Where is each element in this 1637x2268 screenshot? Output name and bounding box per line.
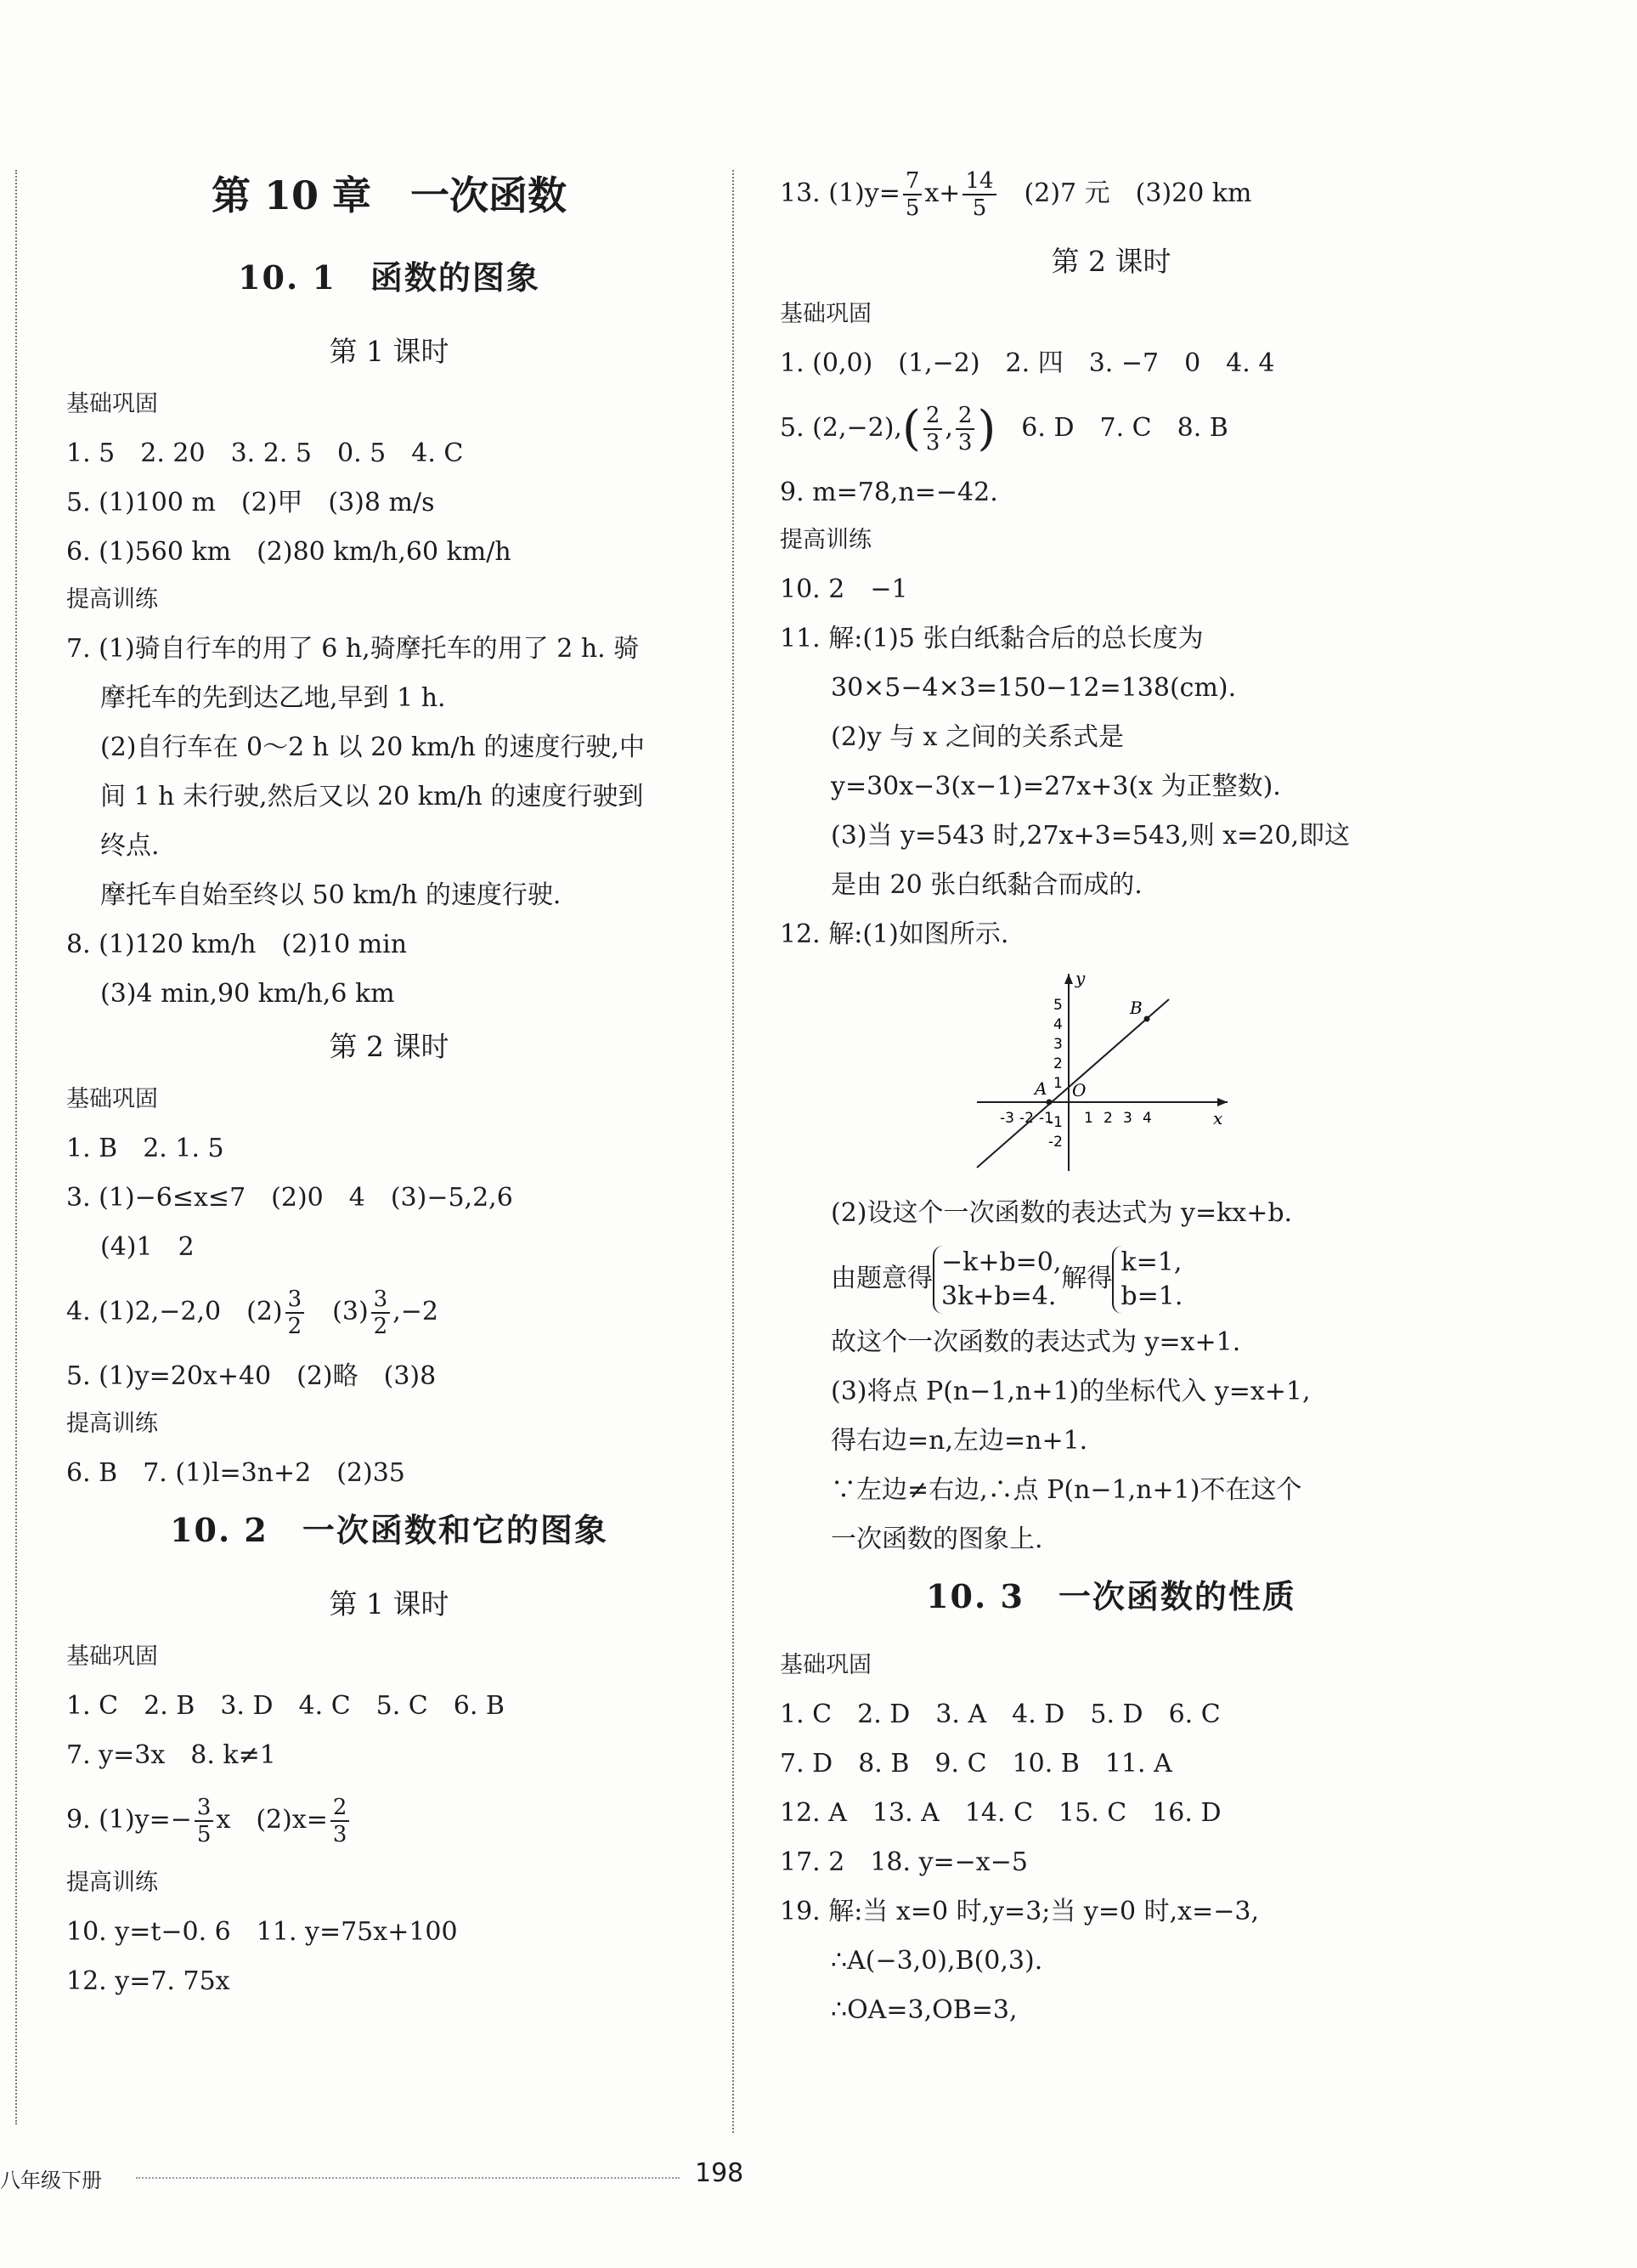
- x-tick-label: -3: [1000, 1110, 1014, 1127]
- subsection-label: 基础巩固: [66, 1086, 158, 1112]
- answer-line: 10. y=t−0. 6 11. y=75x+100: [66, 1917, 458, 1947]
- answer-line: [66, 1280, 712, 1344]
- x-tick-label: 2: [1104, 1110, 1113, 1127]
- equation: k=1,: [1120, 1247, 1183, 1277]
- denominator: 5: [196, 1822, 212, 1847]
- numerator: 3: [195, 1795, 214, 1822]
- answer-line: (4)1 2: [100, 1232, 195, 1262]
- lesson-title: 第 1 课时: [329, 335, 449, 368]
- answer-line: ∴A(−3,0),B(0,3).: [831, 1946, 1043, 1976]
- answer-line: (3)4 min,90 km/h,6 km: [100, 979, 395, 1009]
- answer-line: [780, 396, 1442, 461]
- answer-line: 1. C 2. B 3. D 4. C 5. C 6. B: [66, 1691, 505, 1721]
- subsection-label: 基础巩固: [780, 301, 872, 327]
- grade-label: 八年级下册: [0, 2169, 102, 2192]
- answer-line: 1. C 2. D 3. A 4. D 5. D 6. C: [780, 1700, 1221, 1729]
- left-column: [66, 170, 712, 2014]
- right-paren: ): [977, 401, 996, 456]
- text: x+: [924, 178, 961, 208]
- numerator: 3: [285, 1287, 305, 1314]
- denominator: 5: [972, 195, 987, 221]
- column-divider: [732, 170, 736, 2133]
- answer-line: 7. y=3x 8. k≠1: [66, 1740, 276, 1770]
- answer-line: 得右边=n,左边=n+1.: [831, 1426, 1088, 1456]
- subsection-label: 提高训练: [66, 1869, 158, 1896]
- y-tick-labels: [1048, 997, 1063, 1151]
- x-axis-label: x: [1213, 1108, 1223, 1128]
- x-tick-label: 4: [1143, 1110, 1152, 1127]
- denominator: 3: [957, 430, 973, 455]
- text: (2)7 元 (3)20 km: [998, 178, 1252, 208]
- answer-line: 1. (0,0) (1,−2) 2. 四 3. −7 0 4. 4: [780, 348, 1275, 378]
- y-tick-label: 2: [1053, 1055, 1063, 1072]
- answer-line: 8. (1)120 km/h (2)10 min: [66, 930, 408, 959]
- answer-line: 3. (1)−6≤x≤7 (2)0 4 (3)−5,2,6: [66, 1183, 513, 1213]
- answer-line: 摩托车自始至终以 50 km/h 的速度行驶.: [100, 880, 562, 910]
- x-axis-arrow: [1217, 1098, 1228, 1106]
- answer-line: ∴OA=3,OB=3,: [831, 1995, 1018, 2025]
- y-tick-label: 1: [1053, 1075, 1063, 1092]
- answer-line: 12. y=7. 75x: [66, 1966, 230, 1996]
- numerator: 14: [962, 168, 996, 195]
- denominator: 5: [905, 195, 920, 221]
- answer-line: 1. B 2. 1. 5: [66, 1134, 224, 1163]
- lesson-title: 第 2 课时: [1051, 245, 1171, 278]
- fraction: [962, 168, 996, 221]
- comma: ,: [945, 413, 953, 443]
- section-title-10-2: 10. 2 一次函数和它的图象: [170, 1511, 608, 1549]
- answer-line: (2)自行车在 0～2 h 以 20 km/h 的速度行驶,中: [100, 732, 645, 762]
- page-footer: [0, 2158, 1637, 2201]
- answer-line: 终点.: [100, 831, 160, 861]
- y-tick-label: 5: [1053, 997, 1063, 1014]
- section-title-10-3: 10. 3 一次函数的性质: [926, 1577, 1296, 1615]
- x-tick-label: -1: [1039, 1110, 1053, 1127]
- equation: 3k+b=4.: [941, 1281, 1057, 1311]
- answer-line: (2)y 与 x 之间的关系式是: [831, 722, 1124, 752]
- point-a-label: A: [1035, 1078, 1047, 1099]
- subsection-label: 基础巩固: [66, 391, 158, 417]
- answer-line: 7. D 8. B 9. C 10. B 11. A: [780, 1749, 1172, 1779]
- answer-line: 5. (1)y=20x+40 (2)略 (3)8: [66, 1361, 437, 1391]
- subsection-label: 提高训练: [66, 1411, 158, 1437]
- answer-line: 是由 20 张白纸黏合而成的.: [831, 870, 1143, 900]
- coordinate-graph: [780, 967, 1442, 1179]
- point-b: [1144, 1016, 1150, 1022]
- answer-line: 9. m=78,n=−42.: [780, 478, 998, 507]
- answer-line: [780, 161, 1442, 226]
- denominator: 3: [332, 1822, 347, 1847]
- answer-line: (3)当 y=543 时,27x+3=543,则 x=20,即这: [831, 821, 1351, 851]
- text: 4. (1)2,−2,0 (2): [66, 1297, 283, 1326]
- answer-line: 12. A 13. A 14. C 15. C 16. D: [780, 1798, 1222, 1828]
- x-tick-label: 1: [1084, 1110, 1093, 1127]
- fraction: [923, 403, 943, 455]
- text: 6. D 7. C 8. B: [996, 413, 1228, 443]
- answer-line: 12. 解:(1)如图所示.: [780, 919, 1009, 949]
- origin-label: O: [1072, 1080, 1087, 1100]
- answer-line: 19. 解:当 x=0 时,y=3;当 y=0 时,x=−3,: [780, 1897, 1259, 1926]
- answer-line: [66, 1788, 712, 1852]
- subsection-label: 基础巩固: [780, 1652, 872, 1678]
- subsection-label: 提高训练: [66, 586, 158, 613]
- subsection-label: 提高训练: [780, 527, 872, 553]
- text: x (2)x=: [216, 1805, 328, 1835]
- answer-line: 一次函数的图象上.: [831, 1524, 1043, 1554]
- numerator: 7: [903, 168, 923, 195]
- text: 由题意得: [831, 1264, 933, 1293]
- subsection-label: 基础巩固: [66, 1643, 158, 1670]
- x-tick-label: -2: [1019, 1110, 1034, 1127]
- fraction: [371, 1287, 391, 1339]
- y-tick-label: 4: [1053, 1016, 1063, 1033]
- left-paren: (: [901, 401, 921, 456]
- answer-line: 17. 2 18. y=−x−5: [780, 1847, 1028, 1877]
- denominator: 2: [287, 1314, 302, 1339]
- answer-line: 故这个一次函数的表达式为 y=x+1.: [831, 1327, 1241, 1357]
- text: 9. (1)y=−: [66, 1805, 192, 1835]
- answer-line: 1. 5 2. 20 3. 2. 5 0. 5 4. C: [66, 438, 464, 468]
- text: 5. (2,−2),: [780, 413, 902, 443]
- x-tick-label: 3: [1123, 1110, 1132, 1127]
- denominator: 2: [373, 1314, 388, 1339]
- fraction: [330, 1795, 350, 1847]
- y-axis-label: y: [1075, 968, 1086, 988]
- page-number: 198: [695, 2158, 744, 2188]
- answer-line: 5. (1)100 m (2)甲 (3)8 m/s: [66, 488, 435, 518]
- y-tick-label: 3: [1053, 1036, 1063, 1053]
- answer-line: (3)将点 P(n−1,n+1)的坐标代入 y=x+1,: [831, 1377, 1311, 1406]
- fraction: [195, 1795, 214, 1847]
- answer-line: 间 1 h 未行驶,然后又以 20 km/h 的速度行驶到: [100, 782, 644, 812]
- chapter-title: 第 10 章 一次函数: [211, 173, 567, 218]
- answer-line: 30×5−4×3=150−12=138(cm).: [831, 673, 1237, 703]
- lesson-title: 第 1 课时: [329, 1587, 449, 1620]
- text: 解得: [1061, 1264, 1113, 1293]
- text: 13. (1)y=: [780, 178, 900, 208]
- equation: −k+b=0,: [941, 1247, 1062, 1277]
- answer-line: y=30x−3(x−1)=27x+3(x 为正整数).: [831, 772, 1281, 801]
- answer-line: (2)设这个一次函数的表达式为 y=kx+b.: [831, 1198, 1293, 1228]
- fraction: [903, 168, 923, 221]
- numerator: 2: [330, 1795, 350, 1822]
- text: (3): [307, 1297, 369, 1326]
- answer-line: 6. (1)560 km (2)80 km/h,60 km/h: [66, 537, 511, 567]
- numerator: 2: [923, 403, 943, 430]
- answer-line: 11. 解:(1)5 张白纸黏合后的总长度为: [780, 624, 1204, 653]
- equation-system: [933, 1246, 1061, 1314]
- lesson-title: 第 2 课时: [329, 1030, 449, 1063]
- solution-system: [1112, 1246, 1183, 1314]
- numerator: 2: [956, 403, 975, 430]
- y-axis-arrow: [1064, 974, 1073, 984]
- denominator: 3: [925, 430, 940, 455]
- y-tick-label: -2: [1048, 1134, 1063, 1151]
- fraction: [956, 403, 975, 455]
- footer-dots: [136, 2177, 680, 2179]
- answer-line: ∵左边≠右边,∴点 P(n−1,n+1)不在这个: [831, 1475, 1302, 1505]
- answer-line: 6. B 7. (1)l=3n+2 (2)35: [66, 1458, 405, 1488]
- x-tick-labels: [1000, 1110, 1152, 1127]
- right-column: [780, 161, 1442, 2043]
- answer-line: 7. (1)骑自行车的用了 6 h,骑摩托车的用了 2 h. 骑: [66, 634, 640, 664]
- system-line: [780, 1246, 1442, 1310]
- answer-line: 10. 2 −1: [780, 574, 908, 604]
- equation: b=1.: [1120, 1281, 1183, 1311]
- text: ,−2: [392, 1297, 438, 1326]
- section-title-10-1: 10. 1 函数的图象: [238, 258, 540, 297]
- numerator: 3: [371, 1287, 391, 1314]
- answer-line: 摩托车的先到达乙地,早到 1 h.: [100, 683, 446, 713]
- graph-svg: [968, 967, 1240, 1179]
- point-a: [1047, 1100, 1053, 1106]
- point-b-label: B: [1130, 998, 1143, 1018]
- y-tick-label: -1: [1048, 1114, 1063, 1131]
- left-binding-line: [15, 170, 19, 2124]
- fraction: [285, 1287, 305, 1339]
